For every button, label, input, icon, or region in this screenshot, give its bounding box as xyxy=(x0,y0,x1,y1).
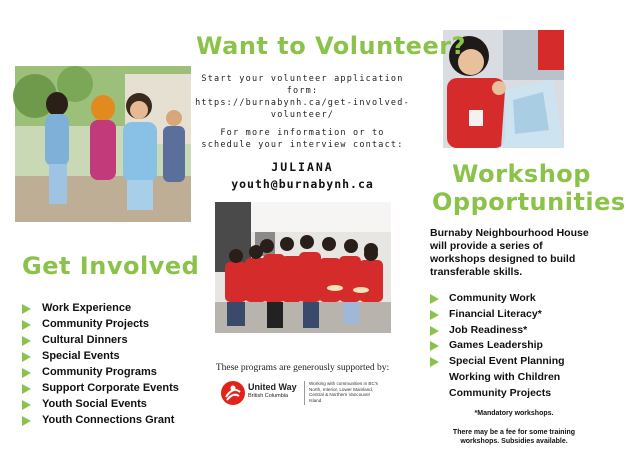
triangle-bullet-icon xyxy=(22,400,31,410)
fee-note-line-1: There may be a fee for some training xyxy=(452,429,576,436)
triangle-bullet-icon xyxy=(22,320,31,330)
united-way-logo xyxy=(220,377,380,411)
mandatory-note: *Mandatory workshops. xyxy=(474,410,554,417)
more-info-line-1: For more information or to xyxy=(220,128,385,138)
triangle-bullet-icon xyxy=(22,304,31,314)
triangle-bullet-icon xyxy=(430,326,439,336)
list-item: Job Readiness* xyxy=(430,324,565,340)
united-way-hand-icon xyxy=(220,380,246,406)
list-item: Community Projects xyxy=(449,386,552,399)
list-item: Financial Literacy* xyxy=(430,308,565,324)
application-instructions xyxy=(190,73,415,121)
list-item: Cultural Dinners xyxy=(22,334,179,350)
application-link-end[interactable]: volunteer/ xyxy=(270,110,335,120)
workshop-list xyxy=(430,292,565,403)
list-item: Community Projects xyxy=(22,318,179,334)
application-line-2: form: xyxy=(286,86,319,96)
triangle-bullet-icon xyxy=(430,310,439,320)
contact-email[interactable]: youth@burnabynh.ca xyxy=(231,177,374,191)
fee-note-line-2: workshops. Subsidies available. xyxy=(460,438,568,445)
logo-name: United Way xyxy=(248,382,297,392)
triangle-bullet-icon xyxy=(22,352,31,362)
list-item: Youth Social Events xyxy=(22,398,179,414)
list-item: Work Experience xyxy=(22,302,179,318)
workshop-heading-line-1: Workshop xyxy=(452,160,591,188)
list-item: Working with Children xyxy=(449,370,561,383)
triangle-bullet-icon xyxy=(22,416,31,426)
triangle-bullet-icon xyxy=(430,341,439,351)
photo-volunteers-outdoors xyxy=(15,66,191,222)
list-item: Games Leadership xyxy=(430,339,565,355)
triangle-bullet-icon xyxy=(22,336,31,346)
triangle-bullet-icon xyxy=(22,368,31,378)
triangle-bullet-icon xyxy=(22,384,31,394)
triangle-bullet-icon xyxy=(430,357,439,367)
get-involved-list xyxy=(22,302,179,430)
workshop-intro: Burnaby Neighbourhood House will provide a series of workshops designed to build transferable skills. xyxy=(430,227,589,278)
more-info-text xyxy=(190,127,415,151)
workshop-heading-line-2: Opportunities xyxy=(432,188,626,216)
application-line-1: Start your volunteer application xyxy=(201,74,404,84)
contact-name: JULIANA xyxy=(271,160,334,174)
support-text: These programs are generously supported by: xyxy=(215,363,390,373)
list-item: Community Programs xyxy=(22,366,179,382)
more-info-line-2: schedule your interview contact: xyxy=(201,140,404,150)
list-item: Youth Connections Grant xyxy=(22,414,179,430)
application-link[interactable]: https://burnabynh.ca/get-involved- xyxy=(195,98,410,108)
logo-tagline: Working with communities in BC's North, Interior, Lower Mainland, Central & Northern Vancouver Island xyxy=(309,381,378,403)
page-title: Want to Volunteer? xyxy=(196,32,466,60)
fee-note xyxy=(430,428,598,446)
photo-youth-group xyxy=(215,202,391,333)
list-item: Community Work xyxy=(430,292,565,308)
logo-divider xyxy=(304,381,305,405)
list-item: Special Event Planning xyxy=(430,355,565,371)
get-involved-heading: Get Involved xyxy=(22,252,200,280)
list-item: Special Events xyxy=(22,350,179,366)
list-item: Support Corporate Events xyxy=(22,382,179,398)
logo-region: British Columbia xyxy=(248,393,289,399)
triangle-bullet-icon xyxy=(430,294,439,304)
